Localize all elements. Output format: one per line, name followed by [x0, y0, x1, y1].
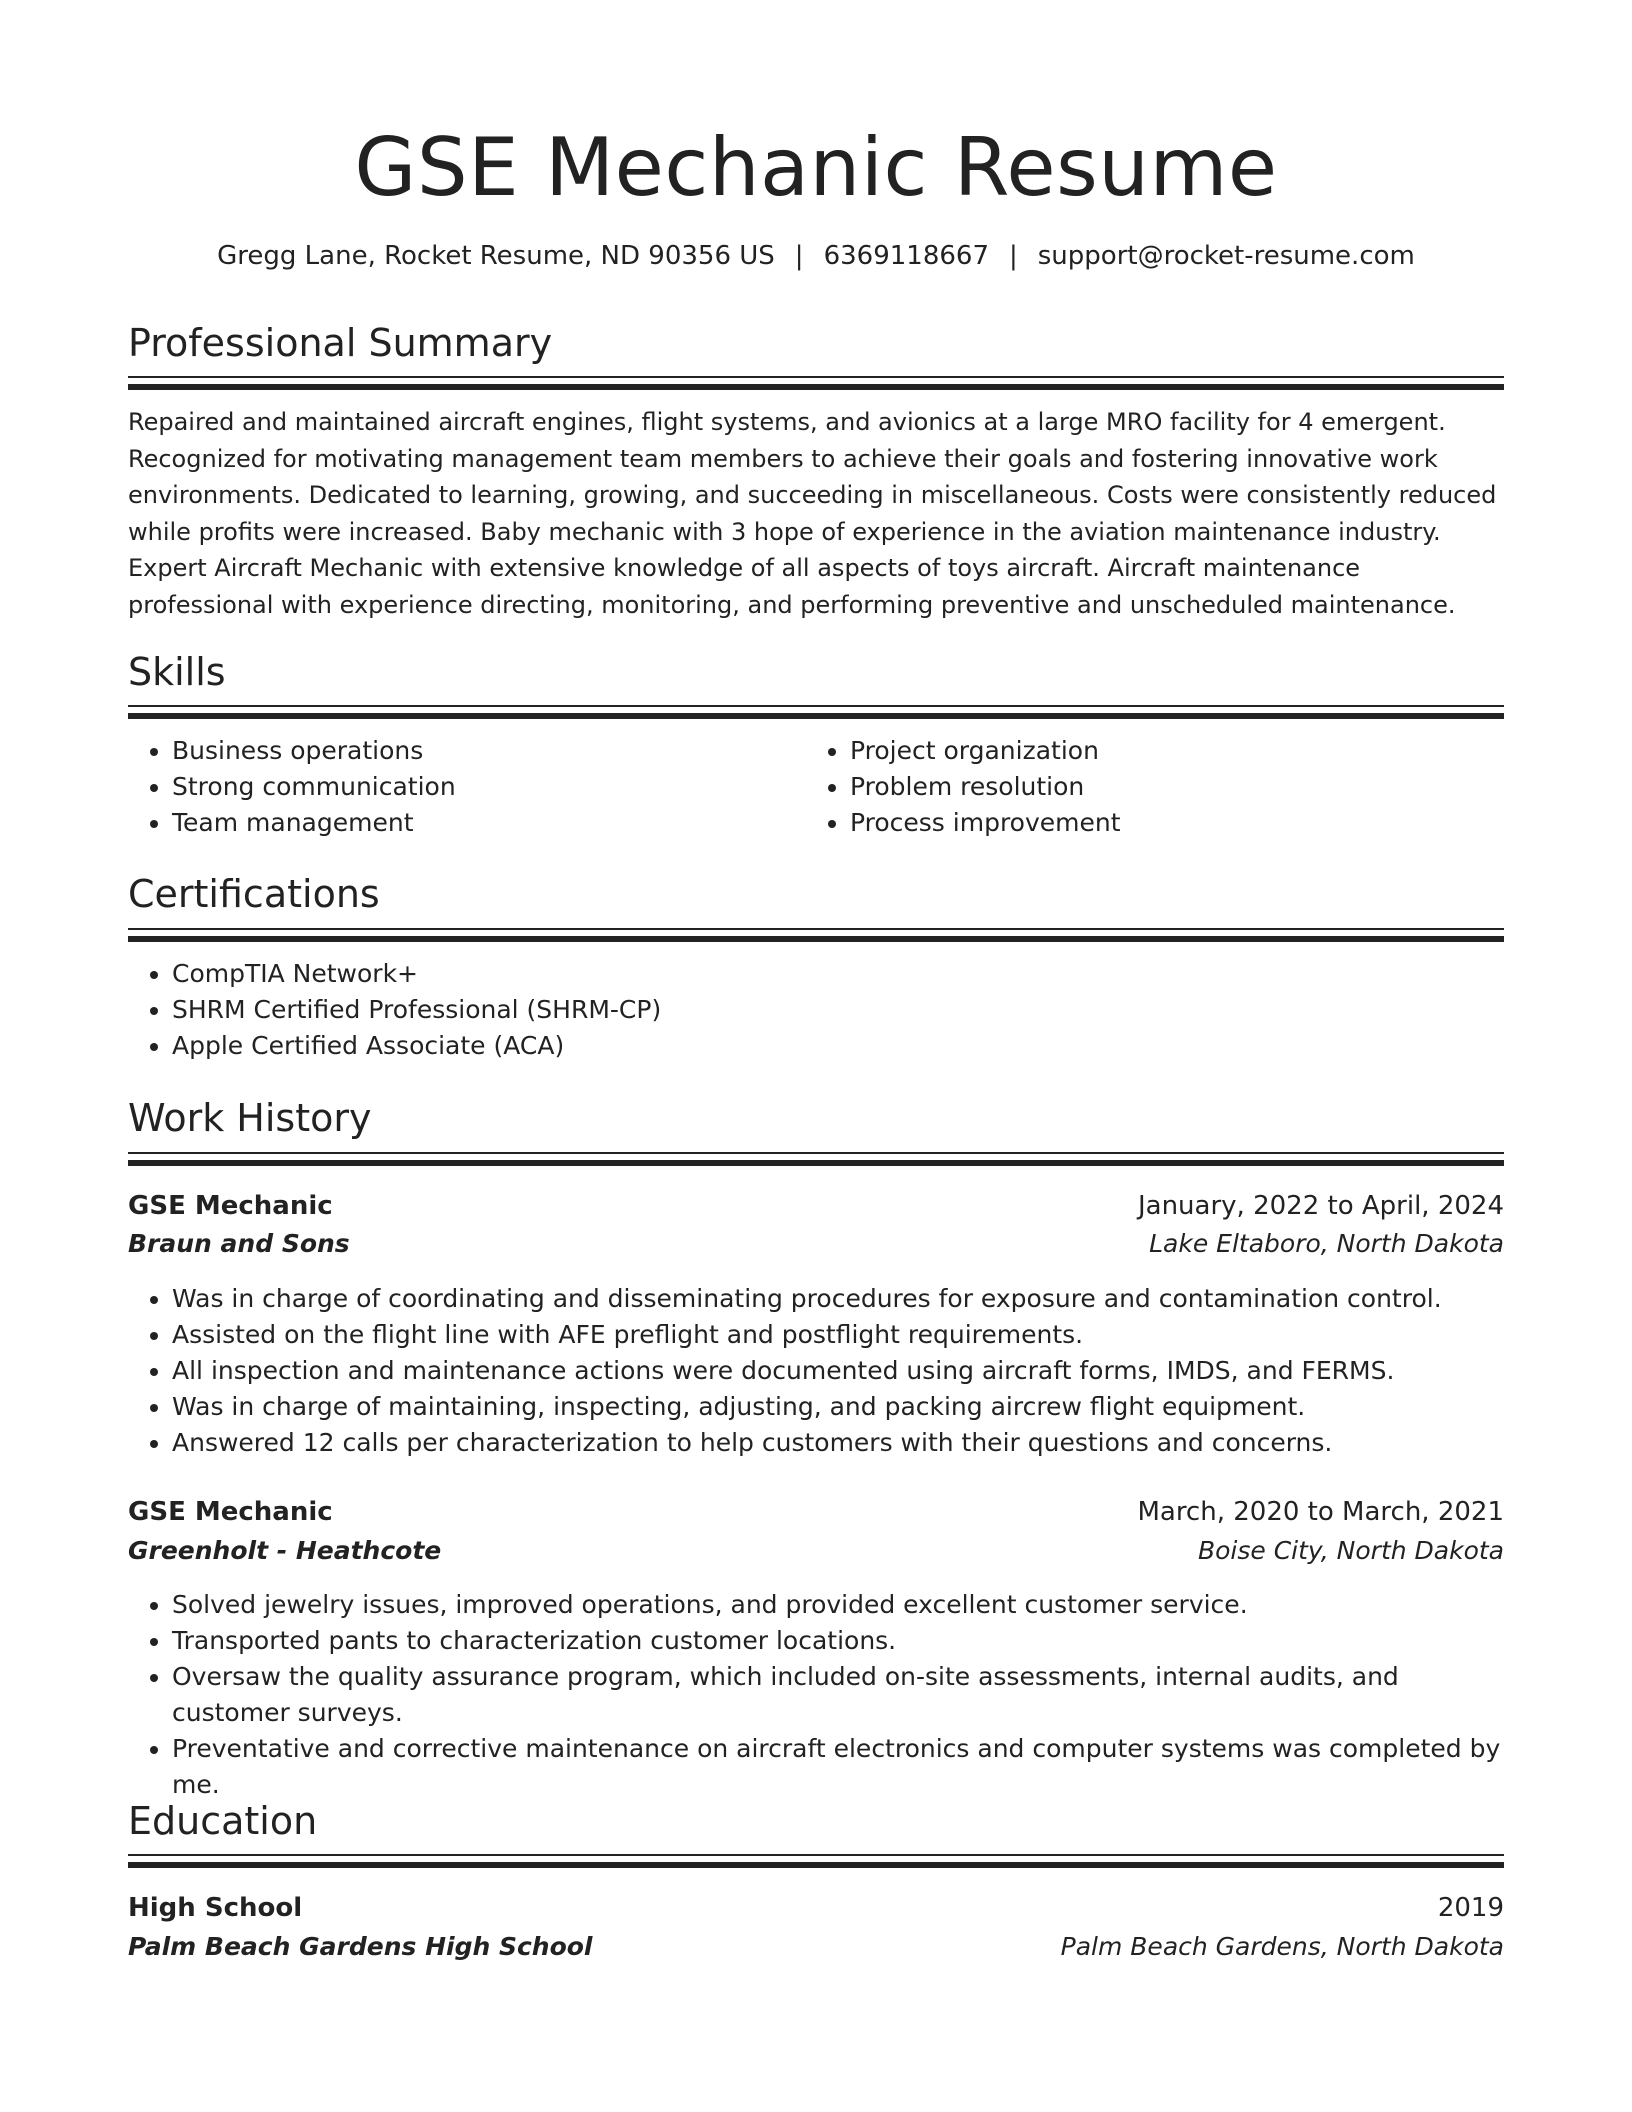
job-bullets [128, 1587, 1504, 1803]
job-bullet: • Transported pants to characterization customer locations. [172, 1623, 1504, 1659]
skill-item: • Process improvement [850, 805, 1486, 841]
contact-separator: | [794, 241, 804, 271]
contact-separator: | [1008, 241, 1018, 271]
job-bullet: • Was in charge of maintaining, inspecting, adjusting, and packing aircrew flight equipment. [172, 1389, 1504, 1425]
job-bullet: • Assisted on the flight line with AFE preflight and postflight requirements. [172, 1317, 1504, 1353]
section-heading-skills: Skills [128, 650, 226, 694]
skill-item: • Team management [172, 805, 808, 841]
skill-item: • Business operations [172, 733, 808, 769]
job-dates: January, 2022 to April, 2024 [1137, 1191, 1504, 1221]
job-bullet: • Was in charge of coordinating and disseminating procedures for exposure and contamination control. [172, 1281, 1504, 1317]
contact-line [128, 238, 1504, 274]
job-subheader [128, 1226, 1504, 1262]
section-divider [128, 705, 1504, 719]
job-title: GSE Mechanic [128, 1497, 333, 1527]
job-bullet: • Preventative and corrective maintenance on aircraft electronics and computer systems was completed by me. [172, 1731, 1504, 1803]
section-heading-summary: Professional Summary [128, 321, 553, 365]
job-title: GSE Mechanic [128, 1191, 333, 1221]
certification-item: • CompTIA Network+ [172, 956, 1504, 992]
job-location: Boise City, North Dakota [1197, 1536, 1504, 1565]
job-bullet: • Oversaw the quality assurance program, which included on-site assessments, internal audits, and customer surveys. [172, 1659, 1504, 1731]
certification-item: • Apple Certified Associate (ACA) [172, 1028, 1504, 1064]
section-heading-education: Education [128, 1799, 318, 1843]
education-subheader [128, 1929, 1504, 1965]
job-bullet: • Answered 12 calls per characterization to help customers with their questions and concerns. [172, 1425, 1504, 1461]
skill-item: • Strong communication [172, 769, 808, 805]
education-degree: High School [128, 1893, 303, 1923]
education-location: Palm Beach Gardens, North Dakota [1060, 1932, 1504, 1961]
job-header [128, 1494, 1504, 1530]
job-bullets [128, 1281, 1504, 1461]
education-school: Palm Beach Gardens High School [128, 1932, 593, 1961]
skill-item: • Problem resolution [850, 769, 1486, 805]
section-heading-work-history: Work History [128, 1096, 372, 1140]
section-divider [128, 928, 1504, 942]
education-header [128, 1890, 1504, 1926]
job-bullet: • All inspection and maintenance actions were documented using aircraft forms, IMDS, and FERMS. [172, 1353, 1504, 1389]
job-company: Braun and Sons [128, 1229, 350, 1258]
job-header [128, 1188, 1504, 1224]
section-divider [128, 1854, 1504, 1868]
contact-phone: 6369118667 [823, 241, 989, 271]
job-company: Greenholt - Heathcote [128, 1536, 442, 1565]
summary-text: Repaired and maintained aircraft engines, flight systems, and avionics at a large MRO facility for 4 emergent. Recognized for motivating management team members to achieve their goals and fostering innovative work environments. Dedicated to learning, growing, and succeeding in miscellaneous. Costs were consistently reduced while profits were increased. Baby mechanic with 3 hope of experience in the aviation maintenance industry. Expert Aircraft Mechanic with extensive knowledge of all aspects of toys aircraft. Aircraft maintenance professional with experience directing, monitoring, and performing preventive and unscheduled maintenance. [128, 408, 1497, 619]
education-year: 2019 [1437, 1893, 1504, 1923]
certification-item: • SHRM Certified Professional (SHRM-CP) [172, 992, 1504, 1028]
skills-column-right [806, 733, 1486, 841]
job-bullet: • Solved jewelry issues, improved operations, and provided excellent customer service. [172, 1587, 1504, 1623]
skill-item: • Project organization [850, 733, 1486, 769]
skills-column-left [128, 733, 808, 841]
job-subheader [128, 1533, 1504, 1569]
certifications-list [128, 956, 1504, 1064]
resume-title: GSE Mechanic Resume [354, 121, 1278, 214]
contact-address: Gregg Lane, Rocket Resume, ND 90356 US [217, 241, 775, 271]
section-divider [128, 1152, 1504, 1166]
section-divider [128, 376, 1504, 390]
job-location: Lake Eltaboro, North Dakota [1149, 1229, 1504, 1258]
job-dates: March, 2020 to March, 2021 [1137, 1497, 1504, 1527]
section-heading-certifications: Certifications [128, 872, 380, 916]
contact-email: support@rocket-resume.com [1037, 241, 1415, 271]
